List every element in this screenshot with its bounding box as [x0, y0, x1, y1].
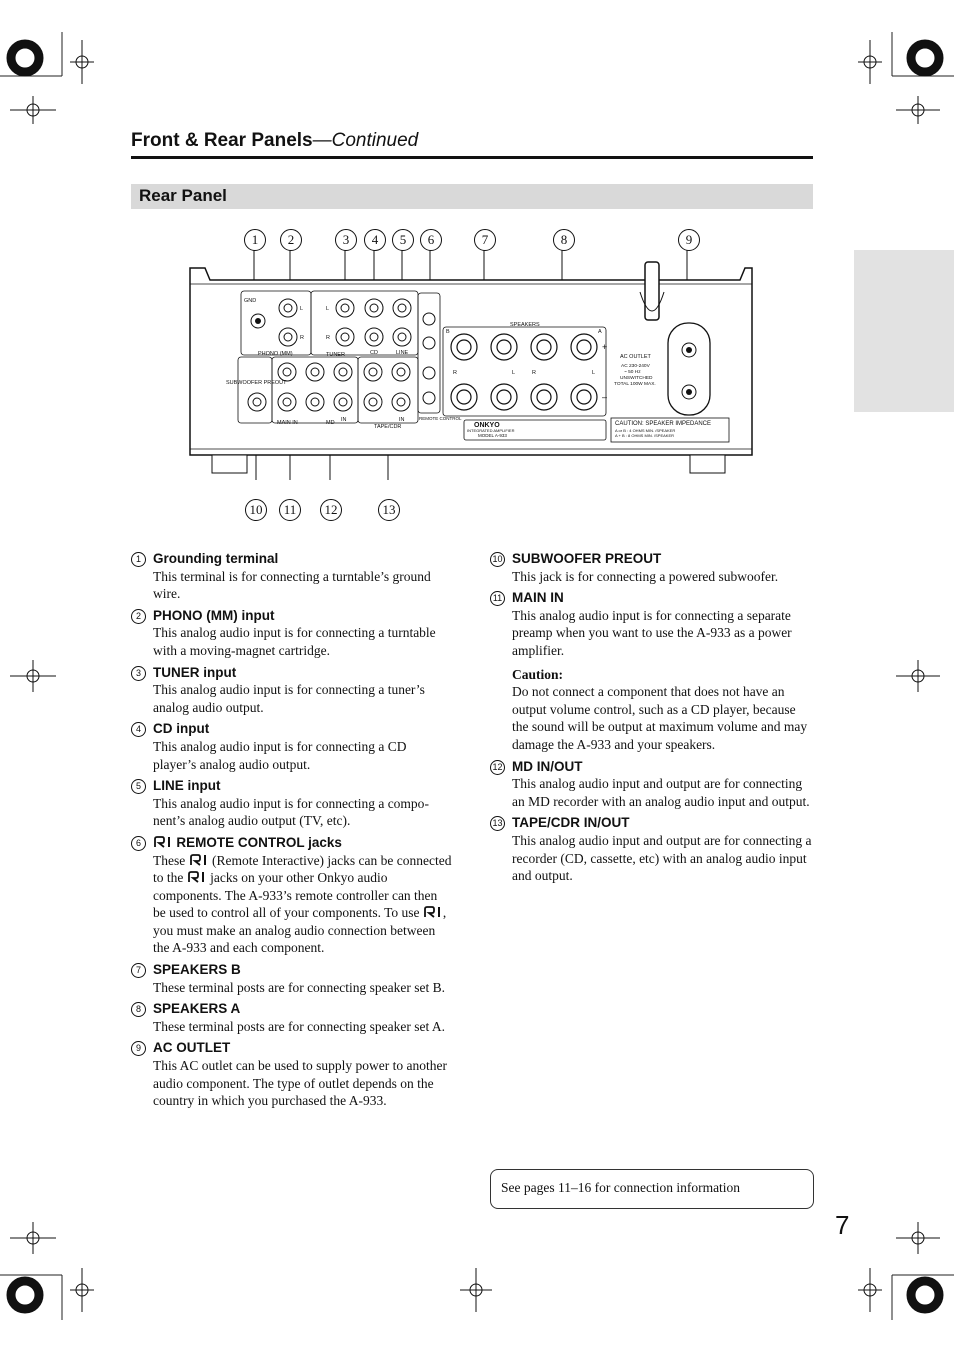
item-number: 9 — [131, 1041, 146, 1056]
gnd-label: GND — [244, 298, 257, 304]
tuner-label: TUNER — [326, 352, 345, 358]
item-1 — [131, 550, 453, 603]
item-text: This analog audio input and output are for connecting a recorder (CD, cassette, etc) with an analog audio input and output. — [512, 832, 812, 884]
item-text: This jack is for connecting a powered subwoofer. — [512, 568, 779, 584]
page-number: 7 — [835, 1210, 850, 1240]
speakers-b-label: B — [446, 329, 450, 335]
imp-2: A + B : 8 OHMS MIN. /SPEAKER — [615, 433, 675, 438]
spk-b-l: L — [512, 370, 516, 376]
minus-label: – — [602, 392, 608, 402]
item-number: 3 — [131, 666, 146, 681]
item-text: This analog audio input is for connecting a turntable with a moving-magnet cartridge. — [153, 625, 436, 658]
item-title: TAPE/CDR IN/OUT — [512, 815, 630, 831]
page-title — [131, 130, 418, 152]
item-title: MAIN IN — [512, 590, 564, 606]
tuner-r: R — [326, 335, 330, 341]
ac-spec-3: UNSWITCHED — [620, 376, 653, 381]
item-title: SPEAKERS A — [153, 1001, 241, 1017]
item-number: 13 — [490, 816, 505, 831]
item-5 — [131, 777, 453, 830]
callout-8: 8 — [553, 229, 575, 251]
item-text: This analog audio input is for connecting a tuner’s analog audio output. — [153, 682, 425, 715]
item-title: PHONO (MM) input — [153, 607, 275, 623]
item-2 — [131, 607, 453, 660]
callout-10: 10 — [245, 499, 267, 521]
cd-label: CD — [370, 350, 378, 356]
item-number: 10 — [490, 552, 505, 567]
item-number: 2 — [131, 609, 146, 624]
callout-4: 4 — [364, 229, 386, 251]
caution-panel-label: CAUTION: SPEAKER IMPEDANCE — [615, 421, 712, 427]
plus-label: + — [602, 342, 608, 352]
rear-panel-diagram — [185, 250, 760, 480]
page-title-main: Front & Rear Panels — [131, 130, 313, 151]
remote-label: REMOTE CONTROL — [419, 416, 462, 421]
item-7 — [131, 961, 453, 996]
item-number: 1 — [131, 552, 146, 567]
item-text: These terminal posts are for connecting speaker set A. — [153, 1018, 446, 1034]
spk-b-r: R — [453, 370, 457, 376]
item-3 — [131, 664, 453, 717]
item-title: AC OUTLET — [153, 1040, 231, 1056]
item-number: 5 — [131, 779, 146, 794]
item-10 — [490, 550, 812, 585]
item-text: This analog audio input is for connecting a CD player’s analog audio output. — [153, 738, 407, 772]
ri-icon — [187, 871, 207, 883]
ri-icon — [189, 854, 209, 866]
item-4 — [131, 720, 453, 773]
item-number: 7 — [131, 963, 146, 978]
ac-outlet-label: AC OUTLET — [620, 354, 651, 360]
side-tab — [854, 250, 954, 412]
md-in-label: IN — [341, 417, 347, 423]
item-title: SPEAKERS B — [153, 962, 241, 978]
callout-6: 6 — [420, 229, 442, 251]
line-label: LINE — [396, 350, 409, 356]
ri-icon — [423, 906, 443, 918]
right-column — [490, 550, 812, 889]
item-12 — [490, 758, 812, 811]
item-text: These (Remote Interactive) jacks can be connected to the jacks on your other Onkyo audio components. The A-933’s remote controller can then be used to control all of your components. To use , you must make an analog audio connection between the A-933 and each component. — [153, 852, 452, 956]
model-line-1: INTEGRATED AMPLIFIER — [467, 428, 515, 433]
brand-logo: ONKYO — [474, 422, 500, 429]
speakers-label: SPEAKERS — [510, 322, 540, 328]
item-title: MD IN/OUT — [512, 758, 583, 774]
item-9 — [131, 1039, 453, 1109]
item-title: SUBWOOFER PREOUT — [512, 551, 662, 566]
caution-title: Caution: — [512, 666, 564, 682]
item-11 — [490, 589, 812, 753]
item-number: 4 — [131, 722, 146, 737]
left-column — [131, 550, 453, 1114]
item-13 — [490, 814, 812, 884]
item-title: TUNER input — [153, 664, 237, 680]
callout-7: 7 — [474, 229, 496, 251]
item-title: CD input — [153, 721, 210, 737]
item-number: 12 — [490, 760, 505, 775]
speakers-a-label: A — [598, 329, 602, 335]
model-line-2: MODEL A-933 — [478, 433, 507, 438]
item-number: 11 — [490, 591, 505, 606]
item-number: 8 — [131, 1002, 146, 1017]
spk-a-l: L — [592, 370, 596, 376]
caution-text: Do not connect a component that does not have an output volume control, such as a CD player, because the sound will be output at maximum volume and may damage the A-933 and your speakers. — [512, 684, 808, 752]
callout-1: 1 — [244, 229, 266, 251]
tape-in-label: IN — [399, 417, 405, 423]
page-title-suffix: —Continued — [312, 130, 419, 151]
item-text: This terminal is for connecting a turntable’s ground wire. — [153, 568, 431, 602]
title-rule — [131, 156, 813, 159]
item-text: This AC outlet can be used to supply power to another audio component. The type of outlet depends on the country in which you purchased the A-933. — [153, 1058, 447, 1109]
callout-9: 9 — [678, 229, 700, 251]
item-text: This analog audio input is for connecting a separate preamp when you want to use the A-933 as a power amplifier. — [512, 607, 792, 658]
callout-12: 12 — [320, 499, 342, 521]
item-6 — [131, 834, 453, 957]
subwoofer-label: SUBWOOFER PREOUT — [226, 380, 287, 386]
callout-2: 2 — [280, 229, 302, 251]
ri-icon — [153, 836, 173, 848]
imp-1: A or B : 4 OHMS MIN. /SPEAKER — [615, 428, 676, 433]
item-text: This analog audio input and output are for connecting an MD recorder with an analog audio input and output. — [512, 776, 810, 809]
section-band — [131, 184, 813, 209]
ac-spec-4: TOTAL 100W MAX. — [614, 382, 656, 387]
callout-11: 11 — [279, 499, 301, 521]
ac-spec-1: AC 230-240V — [621, 364, 650, 369]
callout-13: 13 — [378, 499, 400, 521]
note-box — [490, 1169, 814, 1209]
callout-3: 3 — [335, 229, 357, 251]
md-label: MD — [326, 420, 335, 426]
note-text: See pages 11–16 for connection information — [501, 1180, 741, 1195]
item-number: 6 — [131, 836, 146, 851]
item-title: LINE input — [153, 778, 221, 794]
phono-l: L — [300, 306, 304, 312]
spk-a-r: R — [532, 370, 536, 376]
item-title: Grounding terminal — [153, 551, 279, 566]
section-title: Rear Panel — [139, 186, 227, 205]
tape-label: TAPE/CDR — [374, 424, 402, 430]
main-in-label: MAIN IN — [277, 420, 298, 426]
item-text: These terminal posts are for connecting speaker set B. — [153, 979, 446, 995]
item-text: This analog audio input is for connecting a component’s analog audio output (TV, etc). — [153, 795, 429, 829]
ac-spec-2: ~ 50 Hz — [624, 370, 641, 375]
phono-label: PHONO (MM) — [258, 351, 293, 357]
callout-5: 5 — [392, 229, 414, 251]
item-title: REMOTE CONTROL jacks — [176, 834, 342, 850]
tuner-l: L — [326, 306, 330, 312]
phono-r: R — [300, 335, 304, 341]
item-8 — [131, 1000, 453, 1035]
